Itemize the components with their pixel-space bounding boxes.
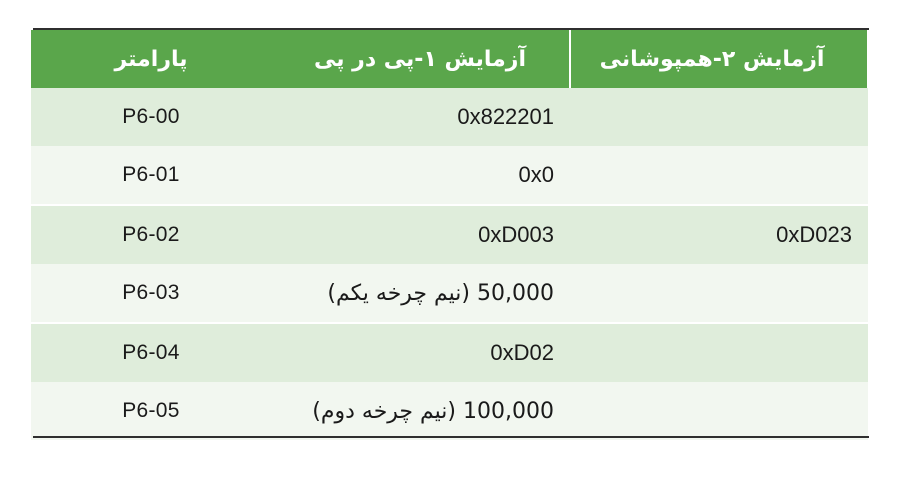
- table-body: [31, 88, 868, 440]
- table-bottom-rule: [33, 436, 869, 438]
- cell-parameter: P6-04: [31, 323, 271, 382]
- table-header: [31, 30, 868, 88]
- table-row: [31, 88, 868, 146]
- parameter-table: [31, 30, 869, 440]
- cell-experiment-1: 0xD02: [271, 323, 570, 382]
- cell-experiment-2: [570, 264, 868, 323]
- cell-experiment-1: 0x822201: [271, 88, 570, 146]
- column-header-experiment-2: آزمایش ۲-همپوشانی: [570, 30, 868, 88]
- table-row: [31, 382, 868, 440]
- cell-parameter: P6-01: [31, 146, 271, 205]
- cell-experiment-2: [570, 88, 868, 146]
- column-header-experiment-1: آزمایش ۱-پی در پی: [271, 30, 570, 88]
- cell-parameter: P6-02: [31, 205, 271, 264]
- cell-experiment-1: 0x0: [271, 146, 570, 205]
- cell-experiment-2: [570, 382, 868, 440]
- cell-experiment-2: [570, 323, 868, 382]
- cell-experiment-1: 0xD003: [271, 205, 570, 264]
- table-row: [31, 146, 868, 205]
- cell-experiment-1: 100,000 (نیم چرخه دوم): [271, 382, 570, 440]
- cell-experiment-2: [570, 146, 868, 205]
- cell-parameter: P6-05: [31, 382, 271, 440]
- table-row: [31, 323, 868, 382]
- column-header-parameter: پارامتر: [31, 30, 271, 88]
- cell-experiment-1: 50,000 (نیم چرخه یکم): [271, 264, 570, 323]
- cell-parameter: P6-00: [31, 88, 271, 146]
- cell-parameter: P6-03: [31, 264, 271, 323]
- cell-experiment-2: 0xD023: [570, 205, 868, 264]
- table-header-row: [31, 30, 868, 88]
- table-row: [31, 205, 868, 264]
- table-row: [31, 264, 868, 323]
- parameter-table-wrapper: [33, 30, 869, 440]
